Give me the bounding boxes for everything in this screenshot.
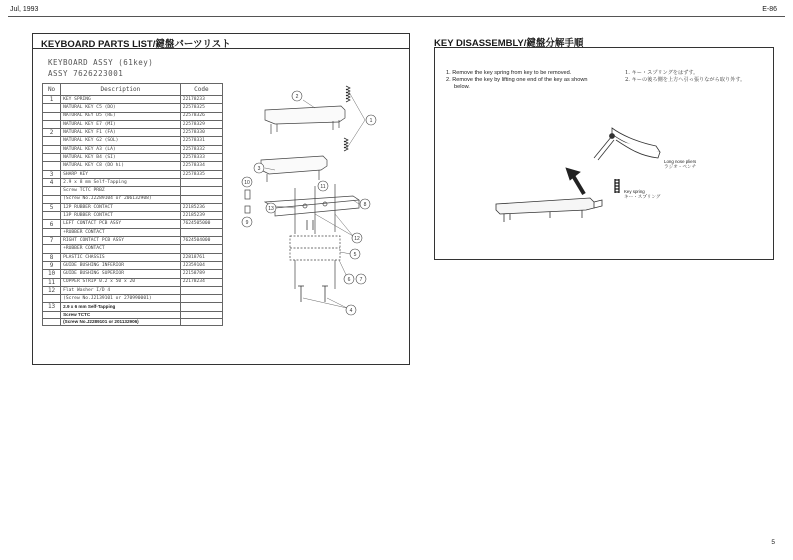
table-row bbox=[43, 154, 223, 162]
cell-code: 22578332 bbox=[180, 145, 222, 153]
cell-code: 22578335 bbox=[180, 170, 222, 178]
parts-table bbox=[42, 83, 223, 326]
cell-code: 7624504000 bbox=[180, 237, 222, 245]
cell-code bbox=[180, 295, 222, 303]
cell-desc: (Screw No.J2139101 or 270990001) bbox=[61, 295, 181, 303]
callout-4 bbox=[346, 305, 356, 315]
svg-text:3: 3 bbox=[257, 166, 261, 172]
cell-no bbox=[43, 162, 61, 170]
disassembly-title: KEY DISASSEMBLY/鍵盤分解手順 bbox=[434, 38, 584, 49]
callout-11 bbox=[318, 181, 328, 191]
cell-no: 9 bbox=[43, 261, 61, 269]
cell-desc: 2.9 x 8 mm Self-Tapping bbox=[61, 178, 181, 186]
key-spring-drawing bbox=[346, 86, 350, 102]
title-rule bbox=[33, 48, 410, 49]
cell-desc: KEY SPRING bbox=[61, 96, 181, 104]
cell-code: J2359104 bbox=[180, 261, 222, 269]
cell-no: 8 bbox=[43, 253, 61, 261]
table-row bbox=[43, 178, 223, 186]
cell-desc: GUIDE BUSHING INFERIOR bbox=[61, 261, 181, 269]
key-removal-diagram bbox=[490, 118, 690, 228]
cell-desc: NATURAL KEY F1 (FA) bbox=[61, 129, 181, 137]
cell-no bbox=[43, 295, 61, 303]
chassis-drawing bbox=[265, 184, 359, 234]
cell-desc: 12P RUBBER CONTACT bbox=[61, 203, 181, 211]
table-row bbox=[43, 112, 223, 120]
cell-desc: NATURAL KEY G2 (SOL) bbox=[61, 137, 181, 145]
cell-no bbox=[43, 195, 61, 203]
cell-code bbox=[180, 245, 222, 253]
table-row bbox=[43, 137, 223, 145]
cell-code bbox=[180, 286, 222, 294]
cell-no bbox=[43, 318, 61, 325]
svg-text:2: 2 bbox=[295, 94, 299, 100]
cell-desc: 13P RUBBER CONTACT bbox=[61, 212, 181, 220]
table-row bbox=[43, 245, 223, 253]
cell-no bbox=[43, 212, 61, 220]
lift-arrow-icon bbox=[566, 168, 584, 194]
table-row bbox=[43, 220, 223, 228]
cell-code: 22158789 bbox=[180, 270, 222, 278]
step-en-2-cont: below. bbox=[454, 84, 470, 90]
cell-desc: NATURAL KEY B4 (SI) bbox=[61, 154, 181, 162]
table-row bbox=[43, 129, 223, 137]
cell-no bbox=[43, 104, 61, 112]
cell-no bbox=[43, 228, 61, 236]
cell-code: 22578329 bbox=[180, 120, 222, 128]
cell-desc: (Screw No.J2289101 or 201132906) bbox=[61, 318, 181, 325]
table-row bbox=[43, 270, 223, 278]
callout-8 bbox=[360, 199, 370, 209]
step-en-1: 1. Remove the key spring from key to be removed. bbox=[446, 70, 572, 76]
cell-no bbox=[43, 311, 61, 318]
cell-no: 6 bbox=[43, 220, 61, 228]
cell-desc: NATURAL KEY C5 (DO) bbox=[61, 104, 181, 112]
cell-no: 1 bbox=[43, 96, 61, 104]
cell-code bbox=[180, 311, 222, 318]
step-jp-2: 2. キーの後ろ側を上方へ引っ張りながら取り外す。 bbox=[625, 77, 746, 83]
cell-code: 22578331 bbox=[180, 137, 222, 145]
cell-desc: Flat Washer I/D 4 bbox=[61, 286, 181, 294]
table-row bbox=[43, 170, 223, 178]
cell-desc: RIGHT CONTACT PCB ASSY bbox=[61, 237, 181, 245]
cell-code bbox=[180, 303, 222, 311]
svg-text:9: 9 bbox=[245, 220, 249, 226]
cell-code: 22578333 bbox=[180, 154, 222, 162]
cell-desc: +RUBBER CONTACT bbox=[61, 245, 181, 253]
callout-13 bbox=[266, 203, 276, 213]
callout-10 bbox=[242, 177, 252, 187]
table-row bbox=[43, 261, 223, 269]
table-row bbox=[43, 145, 223, 153]
callout-5 bbox=[350, 249, 360, 259]
cell-code: 22185239 bbox=[180, 212, 222, 220]
callout-7 bbox=[356, 274, 366, 284]
cell-code bbox=[180, 318, 222, 325]
cell-desc: (Screw No.J2289104 or 206132908) bbox=[61, 195, 181, 203]
callout-1 bbox=[366, 115, 376, 125]
cell-code bbox=[180, 187, 222, 195]
col-no: No bbox=[43, 84, 61, 96]
callout-3 bbox=[254, 163, 264, 173]
cell-code: 22818761 bbox=[180, 253, 222, 261]
cell-desc: PLASTIC CHASSIS bbox=[61, 253, 181, 261]
cell-code bbox=[180, 178, 222, 186]
cell-no: 10 bbox=[43, 270, 61, 278]
natural-key-drawing bbox=[265, 106, 345, 134]
cell-no bbox=[43, 154, 61, 162]
svg-text:6: 6 bbox=[347, 277, 351, 283]
page-code: E-86 bbox=[762, 6, 777, 13]
cell-code: 22178233 bbox=[180, 96, 222, 104]
svg-text:5: 5 bbox=[353, 252, 357, 258]
long-nose-pliers-drawing bbox=[594, 128, 660, 160]
table-row bbox=[43, 303, 223, 311]
cell-no: 4 bbox=[43, 178, 61, 186]
pliers-label-en: Long nose pliers bbox=[664, 159, 697, 164]
cell-desc: NATURAL KEY A3 (LA) bbox=[61, 145, 181, 153]
cell-desc: Screw TCTC bbox=[61, 311, 181, 318]
table-row bbox=[43, 237, 223, 245]
col-code: Code bbox=[180, 84, 222, 96]
table-row bbox=[43, 228, 223, 236]
cell-no: 13 bbox=[43, 303, 61, 311]
cell-code: 22578330 bbox=[180, 129, 222, 137]
svg-text:1: 1 bbox=[369, 118, 373, 124]
guide-bushing-drawing bbox=[245, 190, 250, 199]
cell-code: 22578325 bbox=[180, 104, 222, 112]
cell-no: 2 bbox=[43, 129, 61, 137]
cell-desc: Screw TCTC PRBZ bbox=[61, 187, 181, 195]
cell-no bbox=[43, 245, 61, 253]
spring-label-jp: キー・スプリング bbox=[624, 195, 661, 200]
cell-code: 7624505000 bbox=[180, 220, 222, 228]
table-row bbox=[43, 295, 223, 303]
cell-desc: LEFT CONTACT PCB ASSY bbox=[61, 220, 181, 228]
table-row bbox=[43, 311, 223, 318]
parts-table-body bbox=[43, 96, 223, 326]
cell-desc: SHARP KEY bbox=[61, 170, 181, 178]
svg-text:10: 10 bbox=[244, 180, 250, 186]
callout-12 bbox=[352, 233, 362, 243]
callout-6 bbox=[344, 274, 354, 284]
cell-desc: NATURAL KEY E7 (MI) bbox=[61, 120, 181, 128]
cell-no: 11 bbox=[43, 278, 61, 286]
contact-pcb-drawing bbox=[290, 236, 340, 260]
cell-no bbox=[43, 137, 61, 145]
table-row bbox=[43, 162, 223, 170]
svg-text:7: 7 bbox=[359, 277, 363, 283]
table-row bbox=[43, 120, 223, 128]
cell-desc: NATURAL KEY C8 (DO hi) bbox=[61, 162, 181, 170]
cell-desc: COPPER STRIP 0.2 x 50 x 20 bbox=[61, 278, 181, 286]
svg-text:13: 13 bbox=[268, 206, 274, 212]
cell-no: 7 bbox=[43, 237, 61, 245]
svg-text:12: 12 bbox=[354, 236, 360, 242]
table-row bbox=[43, 212, 223, 220]
cell-code: 22185236 bbox=[180, 203, 222, 211]
cell-code: 22578334 bbox=[180, 162, 222, 170]
assy-number: ASSY 7626223001 bbox=[48, 69, 124, 78]
cell-desc: GUIDE BUSHING SUPERIOR bbox=[61, 270, 181, 278]
table-row bbox=[43, 278, 223, 286]
header-rule bbox=[8, 16, 785, 17]
col-description: Description bbox=[61, 84, 181, 96]
table-row bbox=[43, 203, 223, 211]
table-row bbox=[43, 253, 223, 261]
step-en-2: 2. Remove the key by lifting one end of the key as shown bbox=[446, 77, 588, 83]
callout-9 bbox=[242, 217, 252, 227]
page-number: 5 bbox=[771, 539, 775, 546]
key-removal-key-drawing bbox=[496, 198, 602, 222]
cell-no bbox=[43, 120, 61, 128]
cell-desc: +RUBBER CONTACT bbox=[61, 228, 181, 236]
svg-text:4: 4 bbox=[349, 308, 353, 314]
table-row bbox=[43, 96, 223, 104]
cell-no bbox=[43, 145, 61, 153]
cell-no bbox=[43, 112, 61, 120]
assy-name: KEYBOARD ASSY (61key) bbox=[48, 58, 154, 67]
screw-drawing bbox=[298, 220, 328, 302]
table-row bbox=[43, 195, 223, 203]
step-jp-1: 1. キー・スプリングをはずす。 bbox=[625, 70, 699, 76]
pliers-label-jp: ラジオ・ペンチ bbox=[664, 165, 697, 170]
table-row bbox=[43, 318, 223, 325]
cell-no: 5 bbox=[43, 203, 61, 211]
cell-no: 12 bbox=[43, 286, 61, 294]
parts-list-title: KEYBOARD PARTS LIST/鍵盤パーツリスト bbox=[41, 39, 231, 50]
cell-no bbox=[43, 187, 61, 195]
table-row bbox=[43, 286, 223, 294]
cell-code: 22178234 bbox=[180, 278, 222, 286]
cell-code bbox=[180, 228, 222, 236]
svg-text:11: 11 bbox=[320, 184, 326, 190]
cell-code: 22578326 bbox=[180, 112, 222, 120]
table-row bbox=[43, 187, 223, 195]
cell-desc: 2.9 x 6 mm Self-Tapping bbox=[61, 303, 181, 311]
spring-label-en: Key spring bbox=[624, 189, 645, 194]
cell-code bbox=[180, 195, 222, 203]
svg-text:8: 8 bbox=[363, 202, 367, 208]
cell-desc: NATURAL KEY D5 (RE) bbox=[61, 112, 181, 120]
sharp-key-drawing bbox=[261, 138, 348, 182]
page-date: Jul, 1993 bbox=[10, 6, 39, 13]
key-spring-icon bbox=[615, 179, 619, 193]
cell-no: 3 bbox=[43, 170, 61, 178]
table-row bbox=[43, 104, 223, 112]
callout-2 bbox=[292, 91, 302, 101]
parts-table-header bbox=[43, 84, 223, 96]
keyboard-exploded-diagram bbox=[235, 84, 385, 324]
